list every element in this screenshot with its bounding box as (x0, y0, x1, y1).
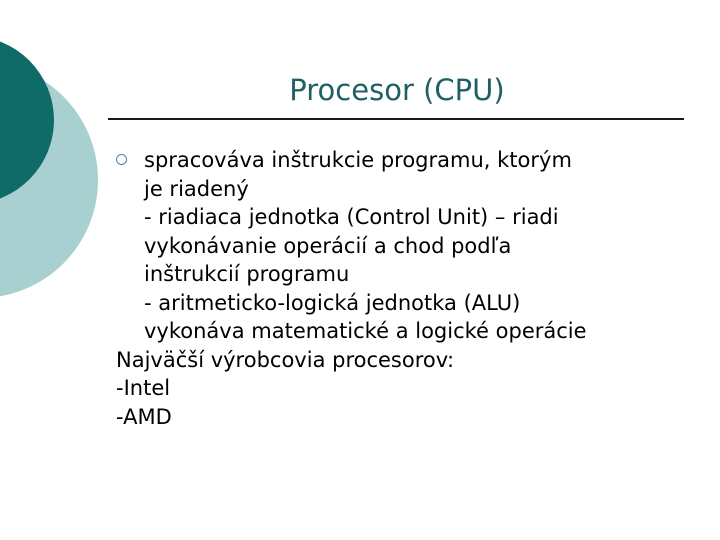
hollow-circle-bullet-icon (116, 154, 127, 165)
title-divider (108, 118, 684, 120)
slide-title: Procesor (CPU) (289, 73, 505, 107)
bullet-line: inštrukcií programu (144, 262, 350, 286)
manufacturers-heading: Najväčší výrobcovia procesorov: (116, 347, 455, 372)
slide-body (116, 146, 696, 431)
bullet-line: spracováva inštrukcie programu, ktorým (144, 148, 572, 172)
manufacturer-item: -AMD (116, 404, 172, 429)
bullet-line: je riadený (144, 176, 249, 201)
bullet-item (116, 146, 696, 346)
bullet-line: vykonávanie operácií a chod podľa (144, 233, 512, 258)
decorative-circles (0, 0, 110, 300)
bullet-line: - aritmeticko-logická jednotka (ALU) (144, 290, 521, 315)
bullet-line: - riadiaca jednotka (Control Unit) – riadi (144, 205, 559, 229)
bullet-line: vykonáva matematické a logické operácie (144, 319, 587, 343)
manufacturer-item: -Intel (116, 376, 171, 400)
